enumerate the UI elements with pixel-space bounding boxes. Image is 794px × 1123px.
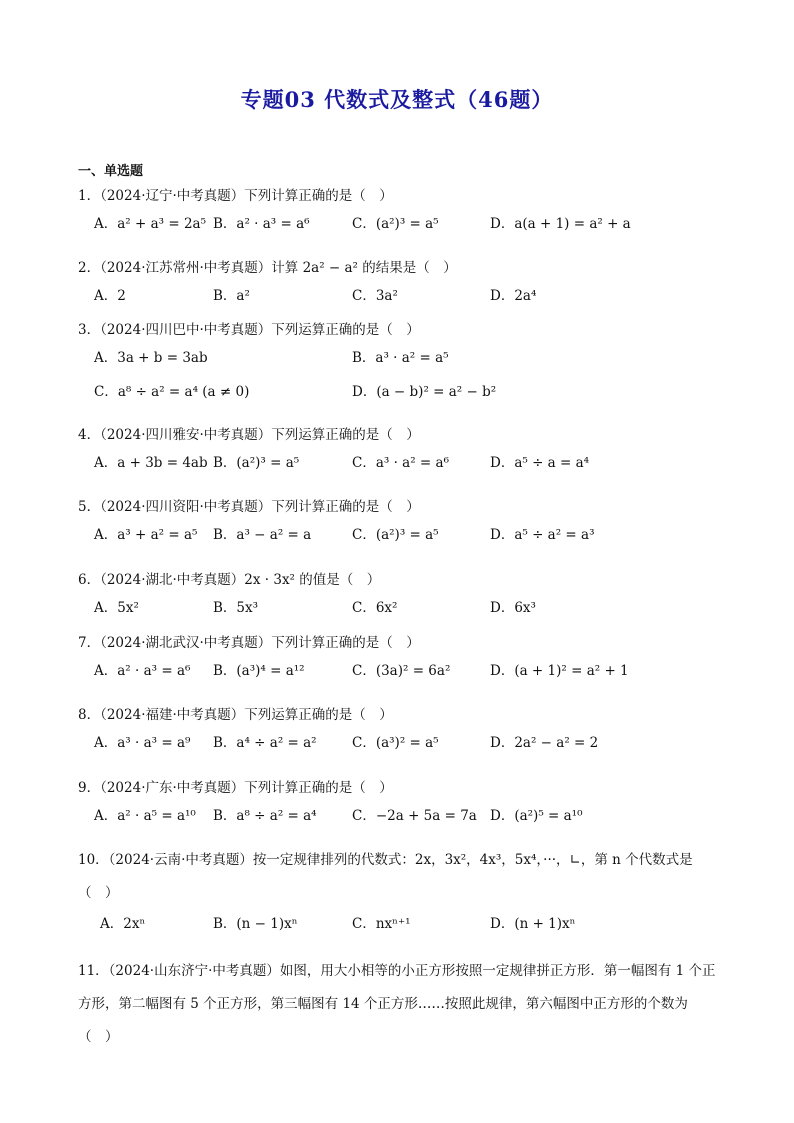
option-a: A．a³ + a² = a⁵ xyxy=(94,527,198,543)
option-a: A．3a + b = 3ab xyxy=(94,350,208,366)
option-b: B．a⁴ ÷ a² = a² xyxy=(213,735,317,751)
section-heading: 一、单选题 xyxy=(78,164,144,179)
option-b: B．a³ − a² = a xyxy=(213,527,312,543)
question-stem: 2．（2024·江苏常州·中考真题）计算 2a² − a² 的结果是（ ） xyxy=(78,260,457,276)
question-8 xyxy=(78,705,718,755)
option-d: D．2a² − a² = 2 xyxy=(490,735,599,751)
question-stem: 3．（2024·四川巴中·中考真题）下列运算正确的是（ ） xyxy=(78,322,420,338)
option-b: B．(a³)⁴ = a¹² xyxy=(213,663,305,679)
option-b: B．a² xyxy=(213,288,250,304)
question-6 xyxy=(78,570,718,620)
question-stem: 1．（2024·辽宁·中考真题）下列计算正确的是（ ） xyxy=(78,188,393,204)
option-b: B．(n − 1)xⁿ xyxy=(213,916,298,932)
option-a: A．a² · a⁵ = a¹⁰ xyxy=(94,808,196,824)
option-d: D．6x³ xyxy=(490,600,536,616)
option-a: A．a³ · a³ = a⁹ xyxy=(94,735,191,751)
question-11 xyxy=(78,955,718,1054)
option-c: C．(a²)³ = a⁵ xyxy=(352,527,439,543)
option-d: D．a⁵ ÷ a = a⁴ xyxy=(490,455,590,471)
page-title: 专题03 代数式及整式（46题） xyxy=(240,87,554,112)
question-stem: 5．（2024·四川资阳·中考真题）下列计算正确的是（ ） xyxy=(78,499,420,515)
question-10 xyxy=(78,844,718,936)
question-stem: 9．（2024·广东·中考真题）下列计算正确的是（ ） xyxy=(78,780,393,796)
option-c: C．3a² xyxy=(352,288,398,304)
question-stem: 11．（2024·山东济宁·中考真题）如图，用大小相等的小正方形按照一定规律拼正方形．第一幅图有 1 个正方形，第二幅图有 5 个正方形，第三幅图有 14 个正方形……按照此规律，第六幅图中正方形的个数为（ ） xyxy=(78,963,716,1045)
option-c: C．a³ · a² = a⁶ xyxy=(352,455,449,471)
option-d: D．(n + 1)xⁿ xyxy=(490,916,576,932)
question-4 xyxy=(78,425,718,475)
option-d: D．(a + 1)² = a² + 1 xyxy=(490,663,629,679)
question-stem: 4．（2024·四川雅安·中考真题）下列运算正确的是（ ） xyxy=(78,427,420,443)
option-a: A．a + 3b = 4ab xyxy=(94,455,208,471)
question-stem: 8．（2024·福建·中考真题）下列运算正确的是（ ） xyxy=(78,707,393,723)
option-d: D．a(a + 1) = a² + a xyxy=(490,216,631,232)
option-a: A．2xⁿ xyxy=(100,916,146,932)
option-c: C．a⁸ ÷ a² = a⁴ (a ≠ 0) xyxy=(94,384,250,400)
option-c: C．(a²)³ = a⁵ xyxy=(352,216,439,232)
question-stem: 7．（2024·湖北武汉·中考真题）下列计算正确的是（ ） xyxy=(78,635,420,651)
option-d: D．(a²)⁵ = a¹⁰ xyxy=(490,808,583,824)
option-a: A．a² + a³ = 2a⁵ xyxy=(94,216,207,232)
option-b: B．a³ · a² = a⁵ xyxy=(352,350,449,366)
question-stem: 10．（2024·云南·中考真题）按一定规律排列的代数式：2x，3x²，4x³，5x⁴，···，∟，第 n 个代数式是（ ） xyxy=(78,852,693,901)
option-b: B．a² · a³ = a⁶ xyxy=(213,216,310,232)
option-c: C．(3a)² = 6a² xyxy=(352,663,451,679)
question-stem: 6．（2024·湖北·中考真题）2x · 3x² 的值是（ ） xyxy=(78,572,381,588)
option-a: A．a² · a³ = a⁶ xyxy=(94,663,191,679)
question-3 xyxy=(78,320,718,404)
option-a: A．2 xyxy=(94,288,126,304)
option-d: D．a⁵ ÷ a² = a³ xyxy=(490,527,595,543)
option-b: B．(a²)³ = a⁵ xyxy=(213,455,300,471)
option-b: B．5x³ xyxy=(213,600,259,616)
option-c: C．6x² xyxy=(352,600,398,616)
question-5 xyxy=(78,497,718,547)
option-a: A．5x² xyxy=(94,600,139,616)
question-1 xyxy=(78,186,718,236)
question-7 xyxy=(78,633,718,683)
option-c: C．nxⁿ⁺¹ xyxy=(352,916,411,932)
question-2 xyxy=(78,258,718,308)
option-c: C．−2a + 5a = 7a xyxy=(352,808,477,824)
option-c: C．(a³)² = a⁵ xyxy=(352,735,439,751)
option-b: B．a⁸ ÷ a² = a⁴ xyxy=(213,808,317,824)
question-9 xyxy=(78,778,718,828)
option-d: D．(a − b)² = a² − b² xyxy=(352,384,497,400)
option-d: D．2a⁴ xyxy=(490,288,537,304)
